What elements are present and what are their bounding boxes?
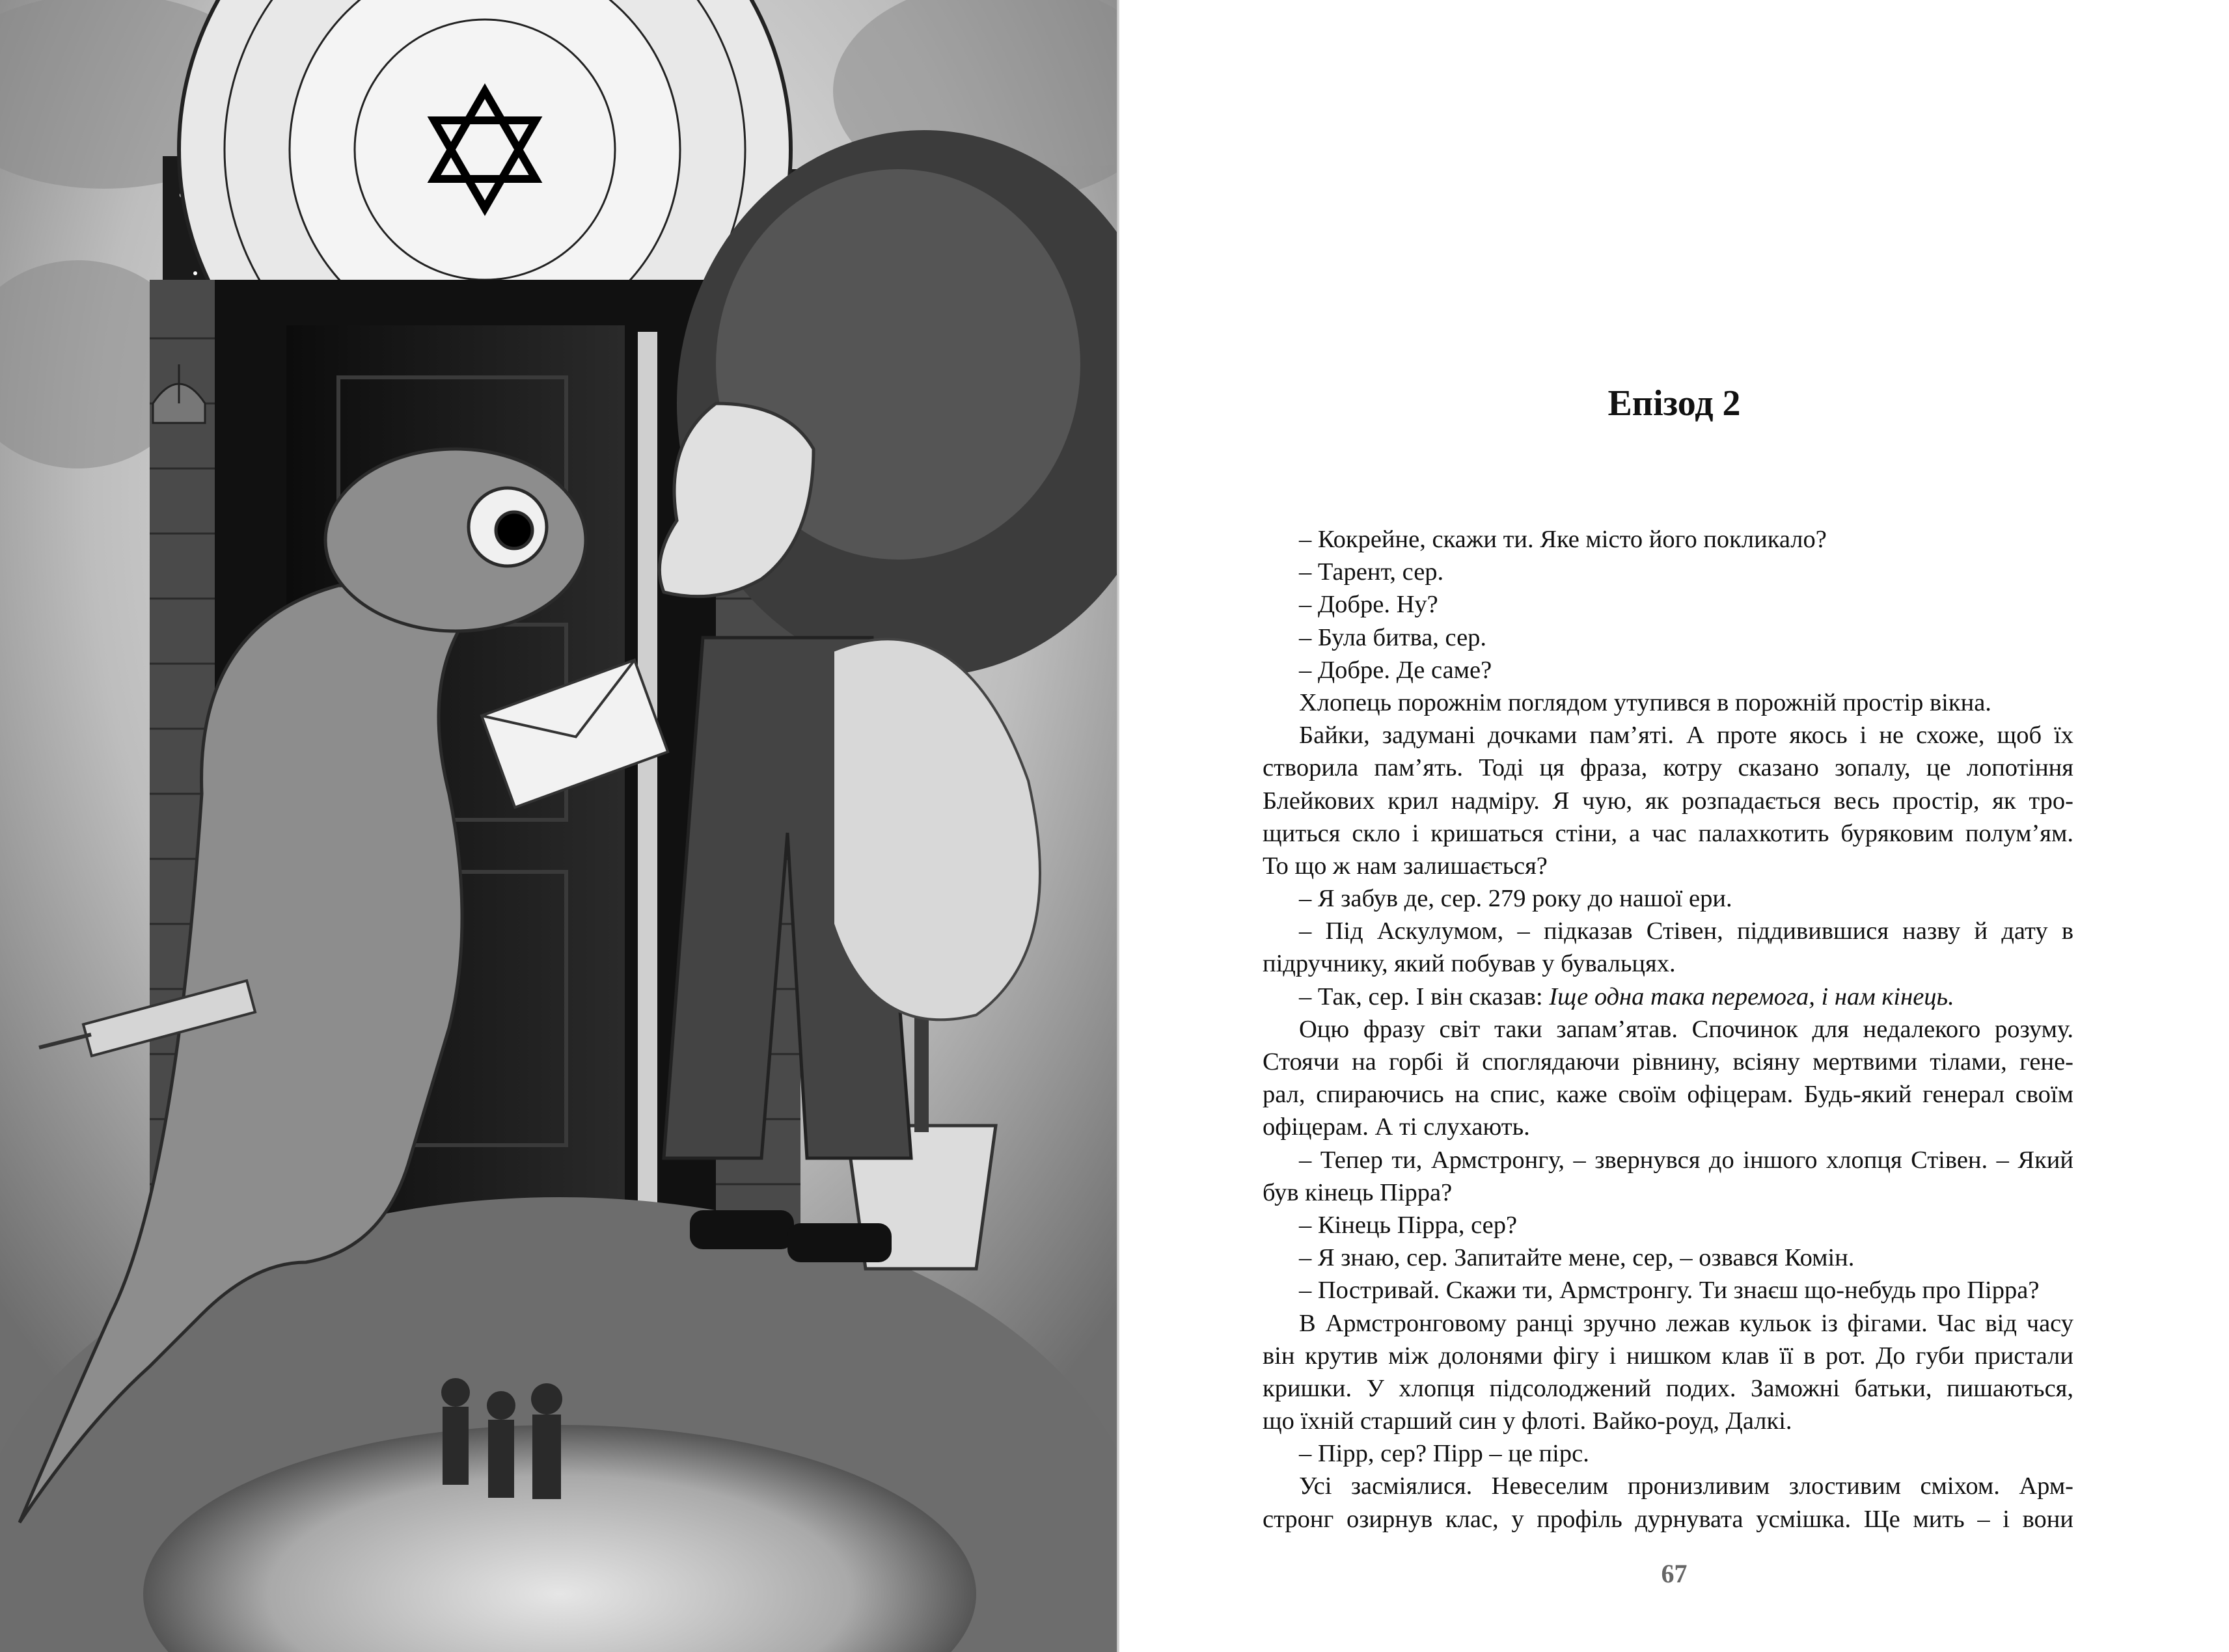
- text-line: [1263, 882, 2073, 915]
- text-line: [1263, 588, 2073, 621]
- text-line-content: офіцерам. А ті слухають.: [1263, 1113, 1530, 1141]
- text-line: [1263, 915, 2073, 947]
- text-line-content: – Так, сер. І він сказав:: [1299, 982, 1550, 1010]
- text-line: [1263, 752, 2073, 784]
- text-line-content: – Постривай. Скажи ти, Армстронгу. Ти знаєш що-небудь про Пірра?: [1299, 1277, 2040, 1305]
- text-line-content: кришки. У хлопця підсолоджений подих. Заможні батьки, пишаються,: [1263, 1374, 2073, 1402]
- page-number: 67: [1661, 1559, 1688, 1588]
- text-line: [1263, 1437, 2073, 1470]
- text-line-content: В Армстронговому ранці зручно лежав кульок із фігами. Час від часу: [1299, 1309, 2073, 1337]
- text-line: [1263, 1078, 2073, 1111]
- text-line: [1263, 654, 2073, 686]
- text-line: [1263, 1274, 2073, 1307]
- text-line-content: – Кокрейне, скажи ти. Яке місто його покликало?: [1299, 526, 1827, 553]
- text-line: [1263, 1013, 2073, 1046]
- text-line: [1263, 1209, 2073, 1241]
- body-text: [1263, 523, 2073, 1536]
- text-line: [1263, 1340, 2073, 1372]
- text-line: [1263, 686, 2073, 719]
- text-line-content: Байки, задумані дочками пам’яті. А проте якось і не схоже, щоб їх: [1299, 722, 2073, 750]
- text-line-content: – Я забув де, сер. 279 року до нашої ери.: [1299, 885, 1732, 913]
- text-page: [1119, 0, 2229, 1652]
- text-line: [1263, 785, 2073, 817]
- text-line-content: – Була битва, сер.: [1299, 623, 1487, 651]
- text-line: [1263, 1372, 2073, 1405]
- text-line-content: що їхній старший син у флоті. Вайко-роуд, Далкі.: [1263, 1407, 1792, 1435]
- text-line-content: стронг озирнув клас, у профіль дурнувата усмішка. Ще мить – і вони: [1263, 1505, 2073, 1533]
- text-line: [1263, 556, 2073, 588]
- text-line-content: – Тарент, сер.: [1299, 558, 1444, 586]
- text-line: [1263, 621, 2073, 654]
- text-line-content: рал, спираючись на спис, каже своїм офіцерам. Будь-який генерал своїм: [1263, 1081, 2073, 1109]
- text-line-content: підручнику, який побував у бувальцях.: [1263, 950, 1676, 978]
- text-line: [1263, 1307, 2073, 1340]
- text-line-content: Блейкових крил надміру. Я чую, як розпадається весь простір, як тро-: [1263, 787, 2073, 815]
- chapter-title: Епізод 2: [1607, 383, 1741, 424]
- text-line-content: – Пірр, сер? Пірр – це пірс.: [1299, 1440, 1589, 1468]
- text-line: [1263, 1470, 2073, 1502]
- text-line-content: створила пам’ять. Тоді ця фраза, котру сказано зопалу, це лопотіння: [1263, 754, 2073, 782]
- text-line: [1263, 1046, 2073, 1078]
- italic-quote: Іще одна така перемога, і нам кінець.: [1549, 982, 1954, 1010]
- text-line: [1263, 1111, 2073, 1143]
- text-line-content: Оцю фразу світ таки запам’ятав. Спочинок для недалекого розуму.: [1299, 1015, 2073, 1043]
- text-line-content: він крутив між долонями фігу і нишком клав її в рот. До губи пристали: [1263, 1342, 2073, 1370]
- text-line: [1263, 719, 2073, 752]
- text-line-content: був кінець Пірра?: [1263, 1178, 1453, 1206]
- text-line: [1263, 850, 2073, 882]
- text-line-content: – Добре. Де саме?: [1299, 656, 1492, 684]
- text-line-content: – Добре. Ну?: [1299, 591, 1438, 619]
- text-line: [1263, 1144, 2073, 1176]
- text-line: [1263, 523, 2073, 556]
- text-line: [1263, 817, 2073, 850]
- text-line: [1263, 947, 2073, 980]
- text-line-content: – Я знаю, сер. Запитайте мене, сер, – озвався Комін.: [1299, 1244, 1855, 1272]
- text-line: [1263, 1176, 2073, 1209]
- text-line: [1263, 1241, 2073, 1274]
- text-line-content: щиться скло і кришаться стіни, а час палахкотить буряковим полум’ям.: [1263, 819, 2073, 847]
- running-boys: [441, 1378, 562, 1499]
- text-line-content: Усі засміялися. Невеселим пронизливим злостивим сміхом. Арм-: [1299, 1472, 2073, 1500]
- text-line-content: – Кінець Пірра, сер?: [1299, 1211, 1518, 1239]
- text-line-content: – Під Аскулумом, – підказав Стівен, піддивившися назву й дату в: [1299, 917, 2073, 945]
- text-line: [1263, 1503, 2073, 1536]
- text-line: [1263, 1405, 2073, 1437]
- text-line-content: Стоячи на горбі й споглядаючи рівнину, всіяну мертвими тілами, гене-: [1263, 1048, 2073, 1076]
- text-line-content: То що ж нам залишається?: [1263, 852, 1548, 880]
- text-line: [1263, 981, 2073, 1013]
- text-line-content: Хлопець порожнім поглядом утупився в порожній простір вікна.: [1299, 688, 1991, 716]
- text-line-content: – Тепер ти, Армстронгу, – звернувся до іншого хлопця Стівен. – Який: [1299, 1146, 2073, 1174]
